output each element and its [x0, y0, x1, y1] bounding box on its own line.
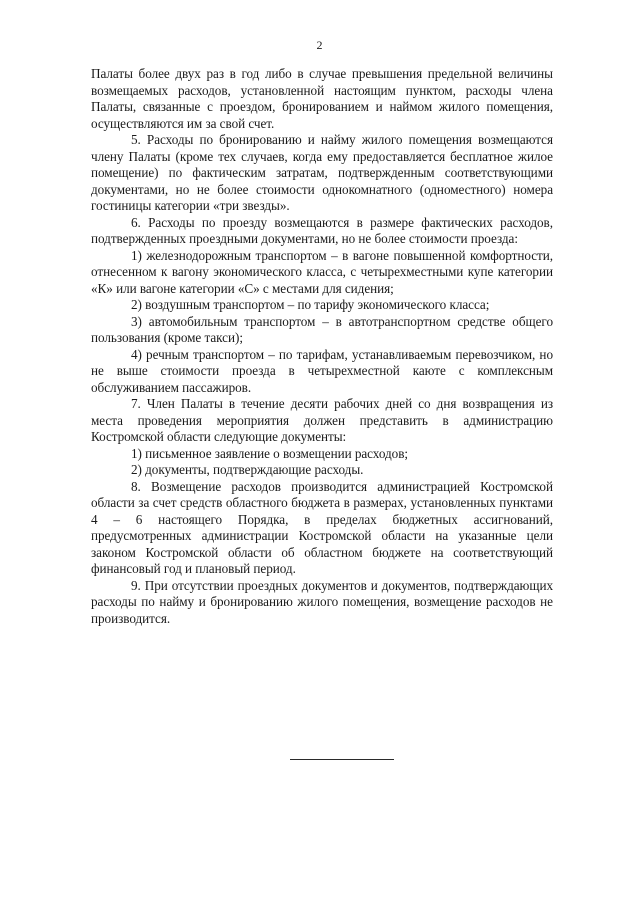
paragraph-item-8: 8. Возмещение расходов производится администрацией Костромской области за счет средств областного бюджета в размерах, установленных пунктами 4 – 6 настоящего Порядка, в пределах бюджетных ассигнований, предусмотренных администрации Костромской области на указанные цели законом Костромской области об областном бюджете на соответствующий финансовый год и плановый период.: [91, 478, 553, 576]
document-body: [91, 66, 553, 627]
paragraph-item-6: 6. Расходы по проезду возмещаются в размере фактических расходов, подтвержденных проездными документами, но не более стоимости проезда:: [91, 214, 553, 246]
paragraph-item-7: 7. Член Палаты в течение десяти рабочих дней со дня возвращения из места проведения мероприятия должен представить в администрацию Костромской области следующие документы:: [91, 396, 553, 444]
subitem-6-1: 1) железнодорожным транспортом – в вагоне повышенной комфортности, отнесенном к вагону экономического класса, с четырехместными купе категории «К» или вагоне категории «С» с местами для сидения;: [91, 247, 553, 296]
subitem-7-2: 2) документы, подтверждающие расходы.: [131, 462, 364, 477]
paragraph-item-5: 5. Расходы по бронированию и найму жилого помещения возмещаются члену Палаты (кроме тех случаев, когда ему предоставляется бесплатное жилое помещение) по фактическим затратам, подтвержденным соответствующими документами, но не более стоимости однокомнатного (одноместного) номера гостиницы категории «три звезды».: [91, 132, 553, 213]
paragraph-item-9: 9. При отсутствии проездных документов и документов, подтверждающих расходы по найму и бронированию жилого помещения, возмещение расходов не производится.: [91, 577, 553, 626]
page-number: 2: [316, 38, 323, 52]
subitem-6-4: 4) речным транспортом – по тарифам, устанавливаемым перевозчиком, но не выше стоимости проезда в четырехместной каюте с комплексным обслуживанием пассажиров.: [91, 346, 553, 395]
subitem-6-3: 3) автомобильным транспортом – в автотранспортном средстве общего пользования (кроме такси);: [91, 313, 553, 345]
subitem-6-2: 2) воздушным транспортом – по тарифу экономического класса;: [131, 297, 490, 312]
end-separator-line: [290, 759, 394, 760]
subitem-7-1: 1) письменное заявление о возмещении расходов;: [131, 445, 409, 461]
paragraph-continuation: Палаты более двух раз в год либо в случае превышения предельной величины возмещаемых расходов, установленной настоящим пунктом, расходы члена Палаты, связанные с проездом, бронированием и наймом жилого помещения, осуществляются им за свой счет.: [91, 66, 553, 131]
